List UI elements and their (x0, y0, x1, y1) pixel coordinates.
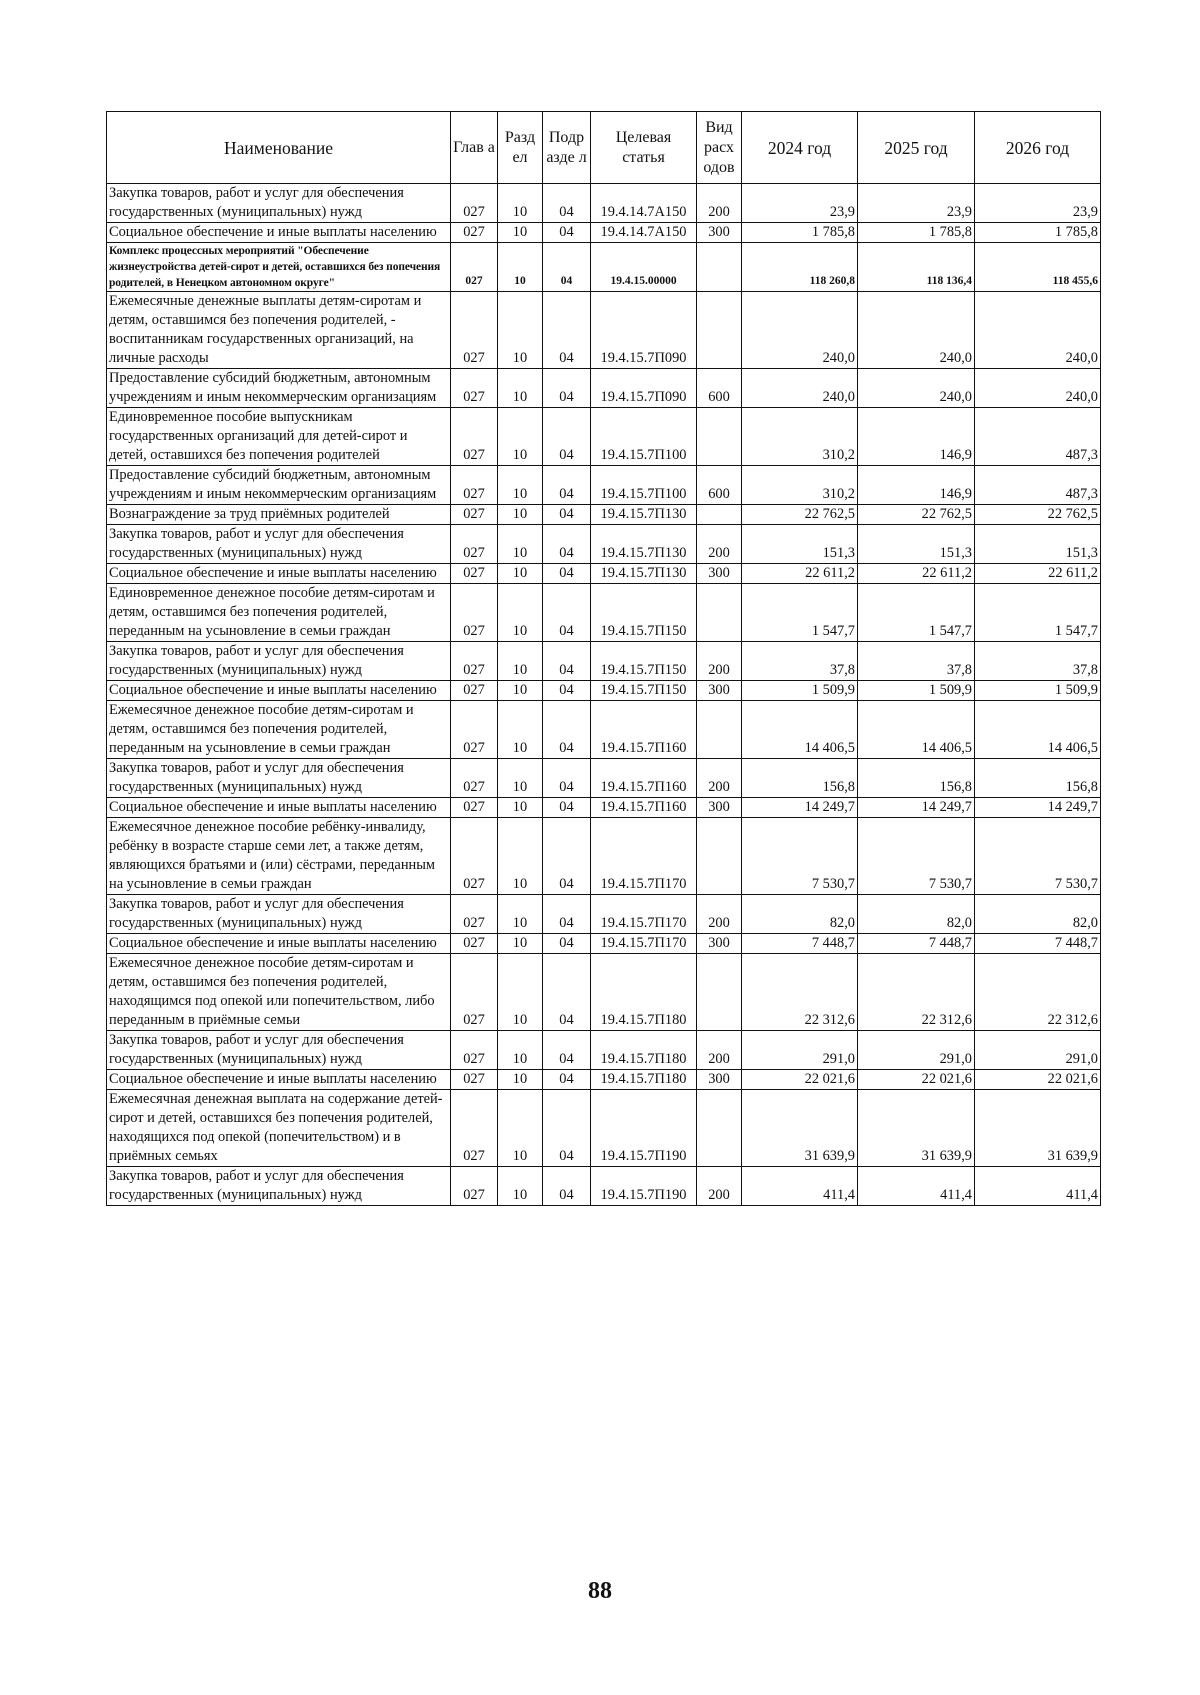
cell-name: Закупка товаров, работ и услуг для обеспечения государственных (муниципальных) нужд (107, 1031, 451, 1070)
table-row (107, 1031, 1101, 1070)
cell-2024: 156,8 (742, 759, 858, 798)
cell-2025: 7 448,7 (858, 934, 975, 954)
cell-vid: 600 (697, 466, 742, 505)
cell-razdel: 10 (498, 954, 543, 1031)
cell-name: Комплекс процессных мероприятий "Обеспечение жизнеустройства детей-сирот и детей, оставшихся без попечения родителей, в Ненецком автономном округе" (107, 243, 451, 292)
cell-2025: 22 021,6 (858, 1070, 975, 1090)
cell-target: 19.4.15.7П100 (591, 408, 697, 466)
cell-podrazdel: 04 (543, 584, 591, 642)
cell-razdel: 10 (498, 243, 543, 292)
table-row (107, 505, 1101, 525)
cell-vid (697, 584, 742, 642)
cell-glava: 027 (451, 1070, 498, 1090)
cell-2024: 310,2 (742, 466, 858, 505)
table-row (107, 369, 1101, 408)
cell-razdel: 10 (498, 1070, 543, 1090)
table-row (107, 934, 1101, 954)
cell-glava: 027 (451, 505, 498, 525)
cell-name: Социальное обеспечение и иные выплаты населению (107, 223, 451, 243)
cell-target: 19.4.15.7П130 (591, 505, 697, 525)
cell-2026: 22 312,6 (975, 954, 1101, 1031)
cell-vid: 200 (697, 642, 742, 681)
cell-vid (697, 1090, 742, 1167)
header-2024: 2024 год (742, 112, 858, 184)
cell-target: 19.4.15.7П170 (591, 934, 697, 954)
cell-name: Закупка товаров, работ и услуг для обеспечения государственных (муниципальных) нужд (107, 895, 451, 934)
cell-name: Закупка товаров, работ и услуг для обеспечения государственных (муниципальных) нужд (107, 642, 451, 681)
cell-2024: 14 249,7 (742, 798, 858, 818)
table-row (107, 895, 1101, 934)
cell-2025: 1 547,7 (858, 584, 975, 642)
cell-vid (697, 701, 742, 759)
table-row (107, 223, 1101, 243)
table-row (107, 954, 1101, 1031)
cell-2025: 411,4 (858, 1167, 975, 1206)
cell-vid: 200 (697, 1031, 742, 1070)
cell-glava: 027 (451, 934, 498, 954)
cell-2025: 240,0 (858, 369, 975, 408)
cell-target: 19.4.15.7П190 (591, 1167, 697, 1206)
cell-glava: 027 (451, 466, 498, 505)
cell-razdel: 10 (498, 369, 543, 408)
cell-name: Социальное обеспечение и иные выплаты населению (107, 564, 451, 584)
table-row (107, 292, 1101, 369)
cell-podrazdel: 04 (543, 223, 591, 243)
cell-2024: 291,0 (742, 1031, 858, 1070)
cell-podrazdel: 04 (543, 954, 591, 1031)
cell-podrazdel: 04 (543, 818, 591, 895)
cell-2026: 1 509,9 (975, 681, 1101, 701)
cell-razdel: 10 (498, 564, 543, 584)
table-row (107, 818, 1101, 895)
cell-glava: 027 (451, 292, 498, 369)
cell-name: Ежемесячное денежное пособие детям-сиротам и детям, оставшимся без попечения родителей, переданным на усыновление в семьи граждан (107, 701, 451, 759)
cell-podrazdel: 04 (543, 1031, 591, 1070)
cell-glava: 027 (451, 759, 498, 798)
cell-target: 19.4.15.7П130 (591, 525, 697, 564)
cell-vid: 200 (697, 1167, 742, 1206)
budget-table (106, 111, 1101, 1206)
cell-2026: 240,0 (975, 292, 1101, 369)
cell-2026: 23,9 (975, 184, 1101, 223)
cell-2026: 37,8 (975, 642, 1101, 681)
cell-glava: 027 (451, 243, 498, 292)
header-target: Целевая статья (591, 112, 697, 184)
cell-podrazdel: 04 (543, 505, 591, 525)
cell-podrazdel: 04 (543, 243, 591, 292)
cell-target: 19.4.15.7П160 (591, 759, 697, 798)
table-row (107, 525, 1101, 564)
cell-name: Предоставление субсидий бюджетным, автономным учреждениям и иным некоммерческим организациям (107, 369, 451, 408)
table-row (107, 642, 1101, 681)
table-row (107, 1167, 1101, 1206)
cell-vid: 300 (697, 223, 742, 243)
page-number: 88 (588, 1578, 612, 1604)
cell-target: 19.4.15.7П090 (591, 292, 697, 369)
cell-name: Единовременное денежное пособие детям-сиротам и детям, оставшимся без попечения родителей, переданным на усыновление в семьи граждан (107, 584, 451, 642)
cell-razdel: 10 (498, 1167, 543, 1206)
cell-2026: 156,8 (975, 759, 1101, 798)
cell-2026: 1 785,8 (975, 223, 1101, 243)
cell-2024: 22 312,6 (742, 954, 858, 1031)
cell-2026: 22 762,5 (975, 505, 1101, 525)
cell-target: 19.4.15.7П090 (591, 369, 697, 408)
header-podrazdel: Подр азде л (543, 112, 591, 184)
cell-target: 19.4.15.7П150 (591, 681, 697, 701)
cell-podrazdel: 04 (543, 184, 591, 223)
cell-2024: 82,0 (742, 895, 858, 934)
cell-vid (697, 505, 742, 525)
cell-glava: 027 (451, 954, 498, 1031)
cell-razdel: 10 (498, 642, 543, 681)
cell-name: Ежемесячное денежное пособие детям-сиротам и детям, оставшимся без попечения родителей, находящимся под опекой или попечительством, либо переданным в приёмные семьи (107, 954, 451, 1031)
cell-2024: 7 530,7 (742, 818, 858, 895)
header-name: Наименование (107, 112, 451, 184)
cell-target: 19.4.15.7П190 (591, 1090, 697, 1167)
cell-razdel: 10 (498, 525, 543, 564)
cell-podrazdel: 04 (543, 642, 591, 681)
cell-2024: 118 260,8 (742, 243, 858, 292)
cell-vid: 300 (697, 564, 742, 584)
cell-razdel: 10 (498, 505, 543, 525)
cell-2026: 14 406,5 (975, 701, 1101, 759)
cell-2024: 7 448,7 (742, 934, 858, 954)
cell-2025: 37,8 (858, 642, 975, 681)
cell-2026: 22 611,2 (975, 564, 1101, 584)
cell-razdel: 10 (498, 798, 543, 818)
cell-razdel: 10 (498, 184, 543, 223)
table-row (107, 701, 1101, 759)
cell-target: 19.4.15.7П150 (591, 584, 697, 642)
cell-target: 19.4.15.7П180 (591, 954, 697, 1031)
cell-podrazdel: 04 (543, 369, 591, 408)
cell-glava: 027 (451, 818, 498, 895)
cell-2025: 151,3 (858, 525, 975, 564)
table-row (107, 681, 1101, 701)
cell-podrazdel: 04 (543, 525, 591, 564)
cell-2025: 82,0 (858, 895, 975, 934)
cell-podrazdel: 04 (543, 895, 591, 934)
cell-2026: 22 021,6 (975, 1070, 1101, 1090)
cell-2025: 7 530,7 (858, 818, 975, 895)
cell-razdel: 10 (498, 1090, 543, 1167)
cell-2026: 411,4 (975, 1167, 1101, 1206)
cell-name: Закупка товаров, работ и услуг для обеспечения государственных (муниципальных) нужд (107, 525, 451, 564)
cell-2026: 151,3 (975, 525, 1101, 564)
cell-2025: 291,0 (858, 1031, 975, 1070)
header-razdel: Разд ел (498, 112, 543, 184)
cell-2024: 22 762,5 (742, 505, 858, 525)
cell-target: 19.4.15.7П160 (591, 798, 697, 818)
cell-2024: 1 785,8 (742, 223, 858, 243)
cell-name: Закупка товаров, работ и услуг для обеспечения государственных (муниципальных) нужд (107, 1167, 451, 1206)
cell-glava: 027 (451, 798, 498, 818)
cell-glava: 027 (451, 564, 498, 584)
cell-glava: 027 (451, 701, 498, 759)
cell-2024: 240,0 (742, 292, 858, 369)
cell-razdel: 10 (498, 466, 543, 505)
cell-vid: 300 (697, 934, 742, 954)
header-2026: 2026 год (975, 112, 1101, 184)
cell-razdel: 10 (498, 292, 543, 369)
table-row (107, 798, 1101, 818)
cell-glava: 027 (451, 584, 498, 642)
cell-target: 19.4.14.7А150 (591, 223, 697, 243)
table-body (107, 184, 1101, 1206)
cell-2025: 22 611,2 (858, 564, 975, 584)
header-glava: Глав а (451, 112, 498, 184)
cell-podrazdel: 04 (543, 798, 591, 818)
cell-vid: 200 (697, 184, 742, 223)
cell-2024: 1 547,7 (742, 584, 858, 642)
table-row (107, 1070, 1101, 1090)
cell-name: Социальное обеспечение и иные выплаты населению (107, 798, 451, 818)
cell-razdel: 10 (498, 1031, 543, 1070)
table-row (107, 759, 1101, 798)
cell-2024: 23,9 (742, 184, 858, 223)
cell-name: Предоставление субсидий бюджетным, автономным учреждениям и иным некоммерческим организациям (107, 466, 451, 505)
cell-glava: 027 (451, 1031, 498, 1070)
cell-2025: 31 639,9 (858, 1090, 975, 1167)
cell-2025: 118 136,4 (858, 243, 975, 292)
cell-2026: 240,0 (975, 369, 1101, 408)
cell-2026: 7 448,7 (975, 934, 1101, 954)
cell-2025: 22 312,6 (858, 954, 975, 1031)
cell-vid: 300 (697, 681, 742, 701)
cell-target: 19.4.15.00000 (591, 243, 697, 292)
cell-target: 19.4.15.7П150 (591, 642, 697, 681)
cell-2025: 14 249,7 (858, 798, 975, 818)
cell-glava: 027 (451, 223, 498, 243)
cell-name: Вознаграждение за труд приёмных родителей (107, 505, 451, 525)
cell-razdel: 10 (498, 223, 543, 243)
cell-vid: 300 (697, 1070, 742, 1090)
cell-2025: 1 785,8 (858, 223, 975, 243)
cell-glava: 027 (451, 895, 498, 934)
cell-2026: 291,0 (975, 1031, 1101, 1070)
cell-podrazdel: 04 (543, 701, 591, 759)
table-header-row (107, 112, 1101, 184)
cell-glava: 027 (451, 408, 498, 466)
cell-podrazdel: 04 (543, 934, 591, 954)
cell-name: Единовременное пособие выпускникам государственных организаций для детей-сирот и детей, оставшихся без попечения родителей (107, 408, 451, 466)
cell-target: 19.4.15.7П130 (591, 564, 697, 584)
cell-razdel: 10 (498, 759, 543, 798)
cell-glava: 027 (451, 1090, 498, 1167)
cell-2025: 14 406,5 (858, 701, 975, 759)
cell-vid: 200 (697, 759, 742, 798)
cell-vid: 600 (697, 369, 742, 408)
cell-name: Закупка товаров, работ и услуг для обеспечения государственных (муниципальных) нужд (107, 759, 451, 798)
cell-2025: 156,8 (858, 759, 975, 798)
table-row (107, 584, 1101, 642)
cell-2024: 1 509,9 (742, 681, 858, 701)
cell-vid: 300 (697, 798, 742, 818)
cell-target: 19.4.14.7А150 (591, 184, 697, 223)
cell-podrazdel: 04 (543, 759, 591, 798)
cell-2026: 1 547,7 (975, 584, 1101, 642)
cell-podrazdel: 04 (543, 681, 591, 701)
cell-podrazdel: 04 (543, 564, 591, 584)
cell-vid (697, 408, 742, 466)
cell-razdel: 10 (498, 818, 543, 895)
cell-name: Закупка товаров, работ и услуг для обеспечения государственных (муниципальных) нужд (107, 184, 451, 223)
cell-vid (697, 243, 742, 292)
cell-2025: 146,9 (858, 408, 975, 466)
cell-2024: 14 406,5 (742, 701, 858, 759)
cell-razdel: 10 (498, 681, 543, 701)
cell-target: 19.4.15.7П100 (591, 466, 697, 505)
cell-vid (697, 292, 742, 369)
cell-glava: 027 (451, 1167, 498, 1206)
table-row (107, 184, 1101, 223)
cell-podrazdel: 04 (543, 466, 591, 505)
cell-glava: 027 (451, 681, 498, 701)
cell-2024: 411,4 (742, 1167, 858, 1206)
cell-target: 19.4.15.7П180 (591, 1070, 697, 1090)
cell-podrazdel: 04 (543, 1070, 591, 1090)
cell-glava: 027 (451, 525, 498, 564)
cell-2026: 7 530,7 (975, 818, 1101, 895)
cell-2025: 146,9 (858, 466, 975, 505)
cell-name: Ежемесячное денежное пособие ребёнку-инвалиду, ребёнку в возрасте старше семи лет, а также детям, являющихся братьями и (или) сёстрами, переданным на усыновление в семьи граждан (107, 818, 451, 895)
cell-razdel: 10 (498, 701, 543, 759)
cell-2024: 22 611,2 (742, 564, 858, 584)
cell-2024: 240,0 (742, 369, 858, 408)
cell-2025: 240,0 (858, 292, 975, 369)
cell-target: 19.4.15.7П180 (591, 1031, 697, 1070)
cell-target: 19.4.15.7П170 (591, 818, 697, 895)
cell-vid: 200 (697, 895, 742, 934)
cell-razdel: 10 (498, 934, 543, 954)
cell-2024: 37,8 (742, 642, 858, 681)
cell-vid (697, 818, 742, 895)
table-row (107, 408, 1101, 466)
cell-2026: 487,3 (975, 466, 1101, 505)
cell-podrazdel: 04 (543, 408, 591, 466)
cell-2025: 1 509,9 (858, 681, 975, 701)
cell-razdel: 10 (498, 408, 543, 466)
cell-2024: 22 021,6 (742, 1070, 858, 1090)
cell-2025: 23,9 (858, 184, 975, 223)
cell-name: Ежемесячная денежная выплата на содержание детей-сирот и детей, оставшихся без попечения родителей, находящихся под опекой (попечительством) и в приёмных семьях (107, 1090, 451, 1167)
table-row (107, 243, 1101, 292)
cell-2026: 14 249,7 (975, 798, 1101, 818)
cell-podrazdel: 04 (543, 1090, 591, 1167)
table-row (107, 466, 1101, 505)
cell-vid: 200 (697, 525, 742, 564)
table-row (107, 1090, 1101, 1167)
cell-2025: 22 762,5 (858, 505, 975, 525)
cell-podrazdel: 04 (543, 292, 591, 369)
cell-podrazdel: 04 (543, 1167, 591, 1206)
cell-razdel: 10 (498, 895, 543, 934)
cell-vid (697, 954, 742, 1031)
cell-2024: 31 639,9 (742, 1090, 858, 1167)
cell-2024: 310,2 (742, 408, 858, 466)
cell-glava: 027 (451, 369, 498, 408)
cell-2026: 82,0 (975, 895, 1101, 934)
cell-target: 19.4.15.7П160 (591, 701, 697, 759)
cell-razdel: 10 (498, 584, 543, 642)
cell-name: Ежемесячные денежные выплаты детям-сиротам и детям, оставшимся без попечения родителей, - воспитанникам государственных организаций, на личные расходы (107, 292, 451, 369)
cell-2026: 118 455,6 (975, 243, 1101, 292)
cell-2026: 487,3 (975, 408, 1101, 466)
header-2025: 2025 год (858, 112, 975, 184)
cell-name: Социальное обеспечение и иные выплаты населению (107, 681, 451, 701)
cell-name: Социальное обеспечение и иные выплаты населению (107, 934, 451, 954)
table-row (107, 564, 1101, 584)
cell-glava: 027 (451, 184, 498, 223)
cell-glava: 027 (451, 642, 498, 681)
cell-2024: 151,3 (742, 525, 858, 564)
header-vid: Вид расх одов (697, 112, 742, 184)
cell-target: 19.4.15.7П170 (591, 895, 697, 934)
cell-name: Социальное обеспечение и иные выплаты населению (107, 1070, 451, 1090)
cell-2026: 31 639,9 (975, 1090, 1101, 1167)
